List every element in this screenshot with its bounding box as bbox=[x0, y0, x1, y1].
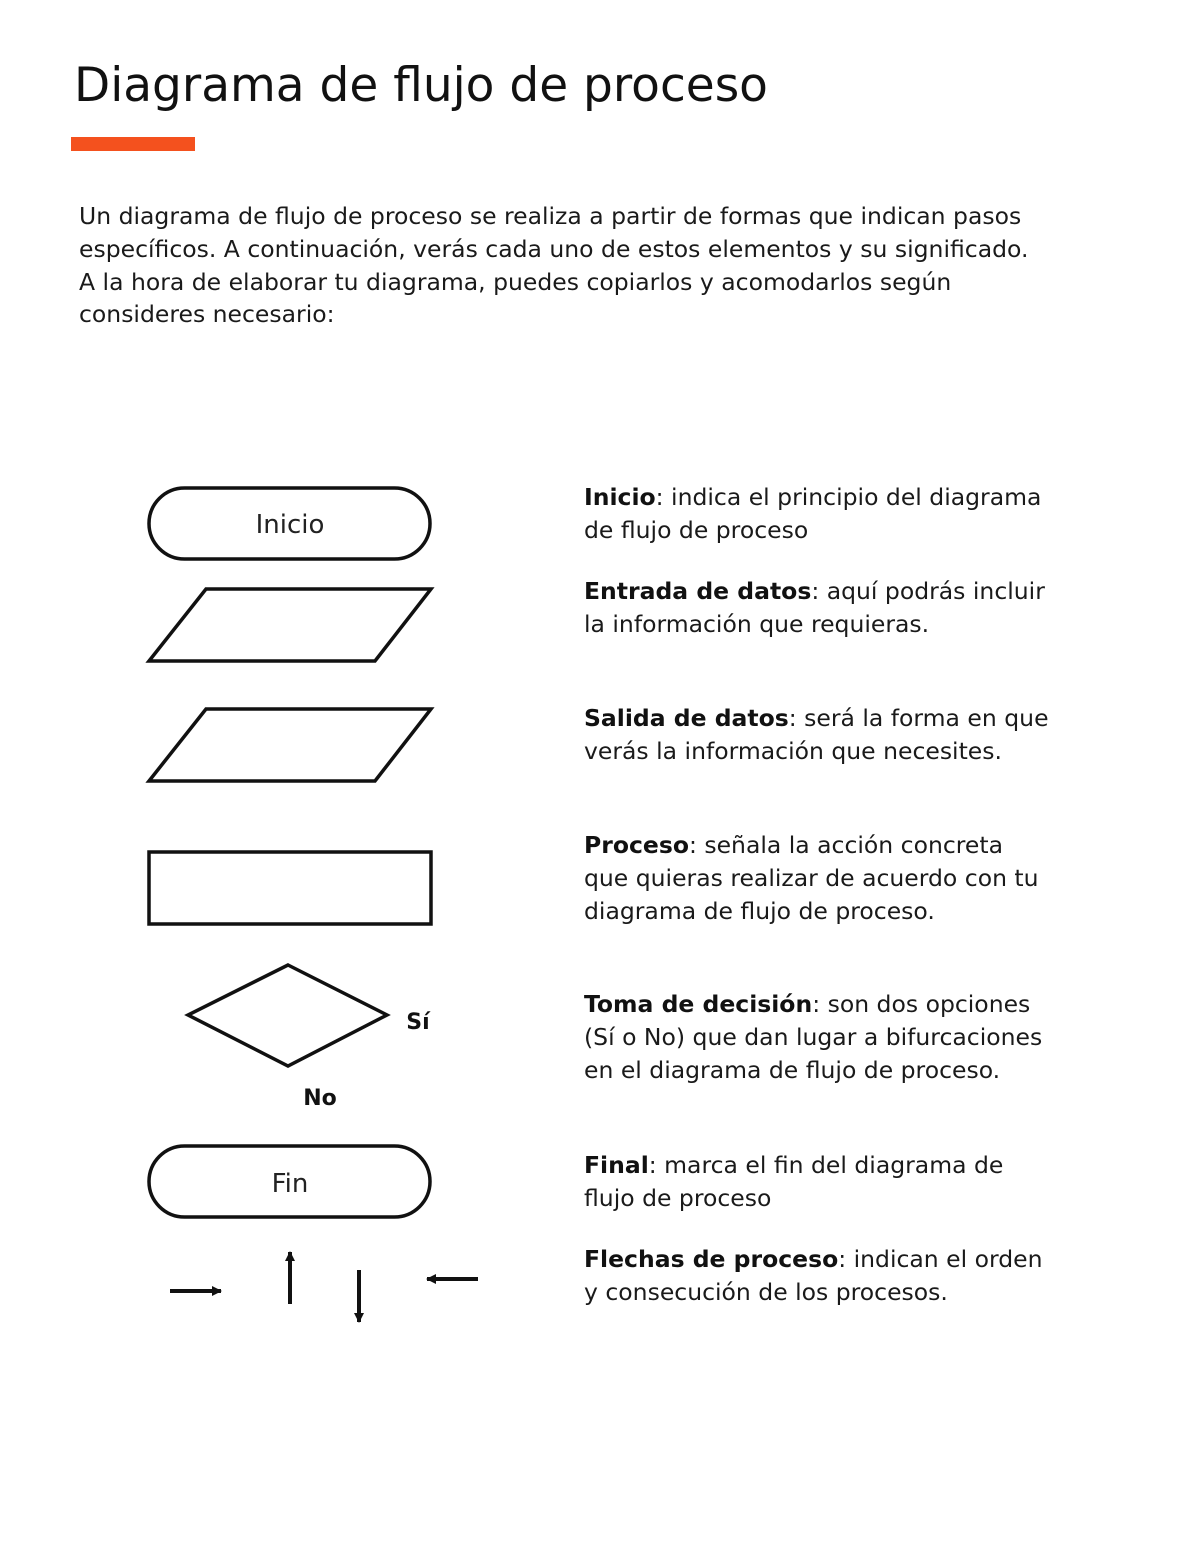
fin-terminator-symbol bbox=[149, 1146, 430, 1217]
decision-yes-label: Sí bbox=[406, 1010, 430, 1035]
term-description: : marca el fin del diagrama de flujo de proceso bbox=[584, 1151, 1004, 1212]
decision-diamond-symbol bbox=[188, 965, 431, 1111]
term-label: Final bbox=[584, 1151, 649, 1179]
term-label: Inicio bbox=[584, 483, 656, 511]
inicio-terminator-symbol bbox=[149, 488, 430, 559]
description-salida-de-datos bbox=[584, 702, 1054, 768]
term-label: Proceso bbox=[584, 831, 689, 859]
term-label: Flechas de proceso bbox=[584, 1245, 839, 1273]
term-description: : son dos opciones (Sí o No) que dan lugar a bifurcaciones en el diagrama de flujo de proceso. bbox=[584, 990, 1043, 1084]
description-flechas-de-proceso bbox=[584, 1243, 1054, 1309]
data-input-parallelogram-symbol bbox=[149, 589, 431, 661]
intro-paragraph: Un diagrama de flujo de proceso se realiza a partir de formas que indican pasos específicos. A continuación, verás cada uno de estos elementos y su significado. A la hora de elaborar tu diagrama, puedes copiarlos y acomodarlos según consideres necesario: bbox=[79, 202, 1029, 329]
inicio-symbol-label: Inicio bbox=[255, 510, 325, 540]
description-final bbox=[584, 1149, 1054, 1215]
description-entrada-de-datos bbox=[584, 575, 1054, 641]
term-description: : aquí podrás incluir la información que requieras. bbox=[584, 577, 1045, 638]
term-description: : indica el principio del diagrama de flujo de proceso bbox=[584, 483, 1042, 544]
page-title: Diagrama de flujo de proceso bbox=[74, 58, 768, 113]
term-label: Toma de decisión bbox=[584, 990, 813, 1018]
term-description: : será la forma en que verás la información que necesites. bbox=[584, 704, 1049, 765]
term-description: : señala la acción concreta que quieras realizar de acuerdo con tu diagrama de flujo de proceso. bbox=[584, 831, 1039, 925]
description-proceso bbox=[584, 829, 1054, 927]
process-rectangle-symbol bbox=[149, 852, 431, 924]
term-description: : indican el orden y consecución de los procesos. bbox=[584, 1245, 1043, 1306]
term-label: Salida de datos bbox=[584, 704, 789, 732]
data-output-parallelogram-symbol bbox=[149, 709, 431, 781]
fin-symbol-label: Fin bbox=[271, 1169, 309, 1199]
description-toma-de-decision bbox=[584, 988, 1054, 1086]
term-label: Entrada de datos bbox=[584, 577, 812, 605]
decision-no-label: No bbox=[303, 1086, 337, 1111]
description-inicio bbox=[584, 481, 1054, 547]
